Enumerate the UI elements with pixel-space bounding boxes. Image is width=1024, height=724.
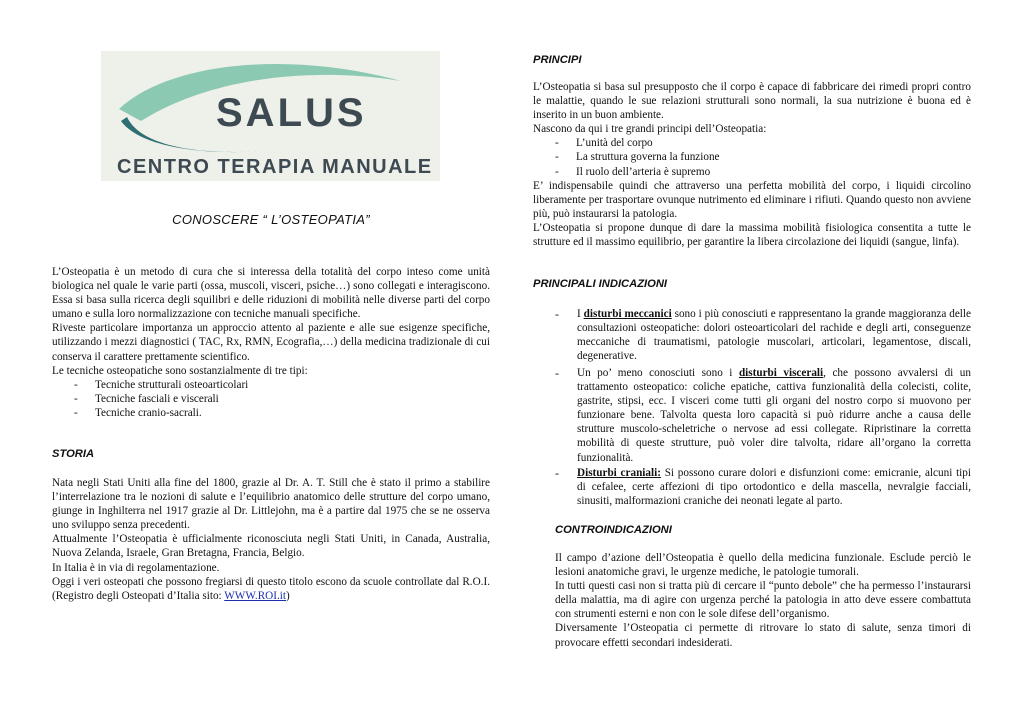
techniques-list: [52, 378, 490, 420]
list-item: - L’unità del corpo: [533, 136, 971, 150]
page-title: CONOSCERE “ L’OSTEOPATIA”: [172, 212, 370, 227]
storia-heading: STORIA: [52, 448, 95, 460]
indicazione-text: Un po’ meno conosciuti sono i: [577, 367, 739, 379]
intro-section: [52, 265, 490, 420]
intro-paragraph: Riveste particolare importanza un approccio attento al paziente e alle sue esigenze specifiche, utilizzando i mezzi diagnostici ( TAC, Rx, RMN, Ecografia,…) della medicina tradizionale di cui conserva il carattere prettamente scientifico.: [52, 322, 490, 363]
list-item: - Il ruolo dell’arteria è supremo: [533, 165, 971, 179]
contro-paragraph: In tutti questi casi non si tratta più di cercare il “punto debole” che ha permesso l’instaurarsi della malattia, ma di agire con urgenza perché la patologia in atto deve essere combattuta con strumenti esterni e non con le sole difese dell’organismo.: [555, 580, 971, 621]
indicazione-key: Disturbi craniali:: [577, 467, 661, 479]
indicazione-item: [533, 466, 971, 508]
principi-paragraph: L’Osteopatia si basa sul presupposto che il corpo è capace di fabbricare dei rimedi propri contro le malattie, quando le sue relazioni strutturali sono normali, la sua nutrizione è buona ed è inserito in un buon ambiente.: [533, 81, 971, 122]
controindicazioni-heading: CONTROINDICAZIONI: [555, 524, 672, 536]
storia-paragraph: [52, 575, 490, 603]
logo-brand-text: SALUS: [216, 91, 367, 135]
contro-paragraph: Diversamente l’Osteopatia ci permette di ritrovare lo stato di salute, senza timori di provocare effetti secondari indesiderati.: [555, 622, 971, 649]
bullet-dash: -: [555, 307, 559, 321]
principi-paragraph: E’ indispensabile quindi che attraverso una perfetta mobilità del corpo, i liquidi circolino liberamente per trasportare ovunque nutrimento ed eliminare i rifiuti. Quando questo non avviene più, può instaurarsi la patologia.: [533, 179, 971, 220]
indicazione-item: [533, 307, 971, 363]
principi-paragraph: Nascono da qui i tre grandi principi dell’Osteopatia:: [533, 123, 767, 136]
bullet-dash: -: [555, 366, 559, 380]
storia-paragraph: Attualmente l’Osteopatia è ufficialmente riconosciuta negli Stati Uniti, in Canada, Australia, Nuova Zelanda, Israele, Gran Bretagna, Francia, Belgio.: [52, 533, 490, 560]
indicazione-text: I: [577, 308, 584, 320]
storia-paragraph: Nata negli Stati Uniti alla fine del 1800, grazie al Dr. A. T. Still che è stato il primo a stabilire l’interrelazione tra le nozioni di salute e l’equilibrio anatomico delle strutture del corpo umano, giunge in Inghilterra nel 1917 grazie al Dr. Littlejohn, ma è a partire dal 1975 che se ne osserva uno sviluppo senza precedenti.: [52, 477, 490, 532]
storia-text: Oggi i veri osteopati che possono fregiarsi di questo titolo escono da scuole controllate dal R.O.I. (Registro degli Osteopati d’Italia sito:: [52, 575, 490, 602]
storia-section: [52, 476, 490, 603]
roi-link[interactable]: WWW.ROI.it: [224, 589, 286, 602]
contro-paragraph: Il campo d’azione dell’Osteopatia è quello della medicina funzionale. Esclude perciò le lesioni anatomiche gravi, le urgenze mediche, le patologie tumorali.: [555, 552, 971, 579]
indicazione-text: , che possono avvalersi di un trattamento osteopatico: coliche epatiche, cattiva funzionalità della colecisti, colite, gastrite, stipsi, ecc. I visceri come tutti gli organi del nostro corpo si muovono per funzionare bene. Talvolta questa loro capacità si può ridurre anche a causa delle strutture muscolo-scheletriche o nervose ad essi collegate. Ripristinare la corretta mobilità di queste strutture, può voler dire talvolta, ridare all’organo la corretta funzionalità.: [577, 367, 971, 464]
list-item: - Tecniche strutturali osteoarticolari: [52, 378, 490, 392]
storia-paragraph: In Italia è in via di regolamentazione.: [52, 561, 220, 574]
bullet-dash: -: [555, 466, 559, 480]
list-item: - Tecniche cranio-sacrali.: [52, 406, 490, 420]
salus-logo: [101, 51, 440, 181]
intro-paragraph: Le tecniche osteopatiche sono sostanzialmente di tre tipi:: [52, 364, 308, 377]
list-item: - La struttura governa la funzione: [533, 150, 971, 164]
indicazione-text: Si possono curare dolori e disfunzioni come: emicranie, alcuni tipi di cefalee, certe affezioni di tipo ortodontico e della mascella, nevralgie facciali, sinusiti, malformazioni craniche dei neonati legate al parto.: [577, 467, 971, 508]
controindicazioni-section: [555, 551, 971, 650]
indicazione-key: disturbi meccanici: [583, 308, 672, 320]
principi-paragraph: L’Osteopatia si propone dunque di dare la massima mobilità fisiologica consentita a tutte le strutture ed il massimo equilibrio, per garantire la libera circolazione dei liquidi (sangue, linfa).: [533, 221, 971, 249]
indicazioni-heading: PRINCIPALI INDICAZIONI: [533, 278, 668, 290]
intro-paragraph: L’Osteopatia è un metodo di cura che si interessa della totalità del corpo inteso come unità biologica nel quale le varie parti (ossa, muscoli, visceri, psiche…) sono collegati e interagiscono. Essa si basa sulla ricerca degli squilibri e delle riduzioni di mobilità nelle diverse parti del corpo umano e sulla loro normalizzazione con tecniche manuali specifiche.: [52, 266, 490, 321]
principi-section: [533, 80, 971, 249]
storia-text: ): [285, 589, 290, 602]
indicazione-key: disturbi viscerali: [738, 367, 824, 379]
list-item: - Tecniche fasciali e viscerali: [52, 392, 490, 406]
principi-heading: PRINCIPI: [533, 54, 582, 66]
logo-graphic: [101, 51, 440, 181]
logo-subtitle-text: CENTRO TERAPIA MANUALE: [117, 156, 433, 178]
indicazione-item: [533, 366, 971, 465]
principi-list: [533, 136, 971, 178]
indicazione-text: sono i più conosciuti e rappresentano la grande maggioranza delle consultazioni osteopatiche: dolori osteoarticolari del rachide e degli arti, conseguenze meccaniche di traumatismi, patologie muscolari, articolari, legamentose, discali, degenerative.: [577, 308, 971, 363]
